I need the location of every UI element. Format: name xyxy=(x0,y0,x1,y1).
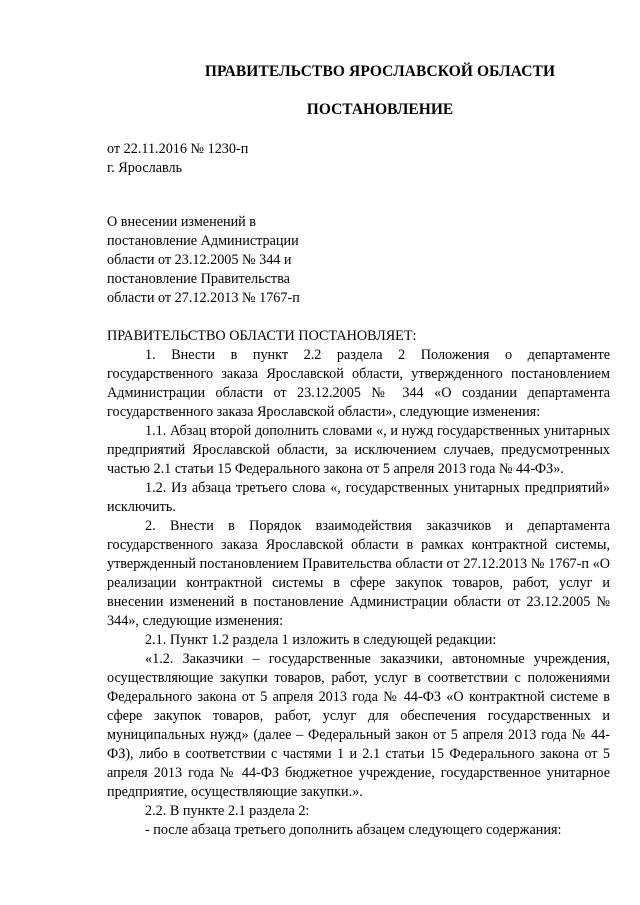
document-type-heading: ПОСТАНОВЛЕНИЕ xyxy=(306,101,454,118)
document-meta xyxy=(107,140,248,178)
paragraph-2-1-text: «1.2. Заказчики – государственные заказчики, автономные учреждения, осуществляющие закупки товаров, работ, услуг в соответствии с положениями Федерального закона от 5 апреля 2013 года № 44-ФЗ «О контрактной системе в сфере закупок товаров, работ, услуг для обеспечения государственных и муниципальных нужд» (далее – Федеральный закон от 5 апреля 2013 года № 44-ФЗ), либо в соответствии с частями 1 и 2.1 статьи 15 Федерального закона от 5 апреля 2013 года № 44-ФЗ бюджетное учреждение, государственное унитарное предприятие, осуществляющие закупки.». xyxy=(107,651,610,800)
subject-line: О внесении изменений в xyxy=(107,214,257,230)
subject-line: постановление Администрации xyxy=(107,233,299,249)
paragraph-2: 2. Внести в Порядок взаимодействия заказчиков и департамента государственного заказа Ярославской области в рамках контрактной системы, утвержденный постановлением Правительства области от 27.12.2013 № 1767-п «О реализации контрактной системы в сфере закупок товаров, работ, услуг и внесении изменений в постановление Администрации области от 23.12.2005 № 344», следующие изменения: xyxy=(107,518,610,629)
paragraph-2-2: 2.2. В пункте 2.1 раздела 2: xyxy=(145,803,310,819)
subject-line: постановление Правительства xyxy=(107,271,290,287)
paragraph-1: 1. Внести в пункт 2.2 раздела 2 Положения о департаменте государственного заказа Ярославской области, утвержденного постановлением Администрации области от 23.12.2005 № 344 «О создании департамента государственного заказа Ярославской области», следующие изменения: xyxy=(107,347,610,420)
city: г. Ярославль xyxy=(107,160,183,176)
subject-line: области от 27.12.2013 № 1767-п xyxy=(107,290,300,306)
document-body xyxy=(107,327,610,840)
paragraph-1-1: 1.1. Абзац второй дополнить словами «, и нужд государственных унитарных предприятий Ярославской области, за исключением случаев, предусмотренных частью 2.1 статьи 15 Федерального закона от 5 апреля 2013 года № 44-ФЗ». xyxy=(107,423,610,477)
paragraph-2-1: 2.1. Пункт 1.2 раздела 1 изложить в следующей редакции: xyxy=(145,632,497,648)
document-subject xyxy=(107,213,327,308)
paragraph-2-2-a: - после абзаца третьего дополнить абзацем следующего содержания: xyxy=(145,822,562,838)
paragraph-1-2: 1.2. Из абзаца третьего слова «, государственных унитарных предприятий» исключить. xyxy=(107,480,610,515)
subject-line: области от 23.12.2005 № 344 и xyxy=(107,252,292,268)
organization-title: ПРАВИТЕЛЬСТВО ЯРОСЛАВСКОЙ ОБЛАСТИ xyxy=(204,63,556,80)
date-and-number: от 22.11.2016 № 1230-п xyxy=(107,141,249,157)
preamble: ПРАВИТЕЛЬСТВО ОБЛАСТИ ПОСТАНОВЛЯЕТ: xyxy=(107,328,417,344)
